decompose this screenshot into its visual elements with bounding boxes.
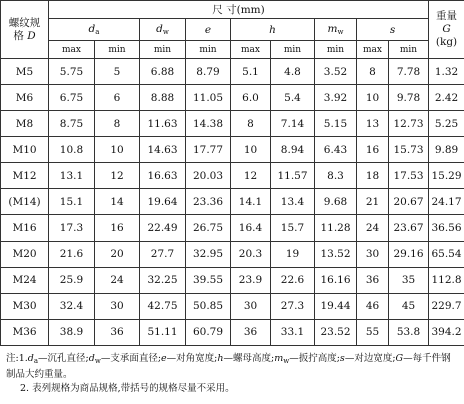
spec-cell: M10	[1, 137, 49, 163]
table-row	[1, 111, 464, 137]
value-cell: 35	[389, 267, 429, 293]
value-cell: 16.4	[231, 215, 271, 241]
value-cell: 12	[95, 163, 140, 189]
table-body	[1, 59, 464, 346]
h-min-label: min	[271, 41, 315, 59]
table-row	[1, 293, 464, 319]
value-cell: 6.0	[231, 85, 271, 111]
value-cell: 5.15	[315, 111, 357, 137]
value-cell: 229.7	[429, 293, 464, 319]
value-cell: 15.1	[49, 189, 95, 215]
value-cell: 13.52	[315, 241, 357, 267]
value-cell: 14	[95, 189, 140, 215]
value-cell: 15.29	[429, 163, 464, 189]
weight-symbol: G	[442, 23, 451, 35]
table-row	[1, 215, 464, 241]
value-cell: 12.73	[389, 111, 429, 137]
value-cell: 6.43	[315, 137, 357, 163]
value-cell: 53.8	[389, 319, 429, 345]
dimension-title: 尺 寸(mm)	[49, 1, 429, 19]
value-cell: 10	[95, 137, 140, 163]
value-cell: 112.8	[429, 267, 464, 293]
spec-cell: M30	[1, 293, 49, 319]
value-cell: 20.03	[186, 163, 231, 189]
value-cell: 29.16	[389, 241, 429, 267]
value-cell: 36	[357, 267, 389, 293]
value-cell: 7.14	[271, 111, 315, 137]
value-cell: 23.9	[231, 267, 271, 293]
value-cell: 36	[231, 319, 271, 345]
value-cell: 45	[389, 293, 429, 319]
value-cell: 19.64	[140, 189, 186, 215]
value-cell: 8	[95, 111, 140, 137]
value-cell: 55	[357, 319, 389, 345]
value-cell: 32.95	[186, 241, 231, 267]
weight-header	[429, 1, 464, 59]
col-s-header: s	[357, 19, 429, 41]
spec-cell: M36	[1, 319, 49, 345]
value-cell: 14.38	[186, 111, 231, 137]
value-cell: 6.88	[140, 59, 186, 85]
value-cell: 9.68	[315, 189, 357, 215]
spec-cell: M8	[1, 111, 49, 137]
value-cell: 20	[95, 241, 140, 267]
value-cell: 13	[357, 111, 389, 137]
notes	[6, 352, 458, 396]
value-cell: 18	[357, 163, 389, 189]
value-cell: 5.1	[231, 59, 271, 85]
value-cell: 9.78	[389, 85, 429, 111]
e-min-label: min	[186, 41, 231, 59]
value-cell: 21.6	[49, 241, 95, 267]
table-row	[1, 319, 464, 345]
table-row	[1, 163, 464, 189]
value-cell: 17.3	[49, 215, 95, 241]
value-cell: 23.67	[389, 215, 429, 241]
value-cell: 16.63	[140, 163, 186, 189]
value-cell: 8.79	[186, 59, 231, 85]
spec-header	[1, 1, 49, 59]
s-max-label: max	[357, 41, 389, 59]
value-cell: 36	[95, 319, 140, 345]
value-cell: 30	[357, 241, 389, 267]
value-cell: 8.94	[271, 137, 315, 163]
value-cell: 20.3	[231, 241, 271, 267]
da-min-label: min	[95, 41, 140, 59]
value-cell: 14.63	[140, 137, 186, 163]
note-1: 注$:1.d_a—$沉孔直径$;d_w—$支承面直径;e—对角宽度;h—螺母高度$;m_w—$扳拧高度;s—对边宽度;G—每千件钢制品大约重量。	[6, 353, 451, 380]
table-row	[1, 85, 464, 111]
value-cell: 25.9	[49, 267, 95, 293]
value-cell: 15.7	[271, 215, 315, 241]
value-cell: 6.75	[49, 85, 95, 111]
value-cell: 51.11	[140, 319, 186, 345]
col-h-header: h	[231, 19, 315, 41]
col-dw-header: $d_w$	[140, 19, 186, 41]
dw-min-label: min	[140, 41, 186, 59]
weight-unit: (kg)	[435, 36, 458, 48]
value-cell: 2.42	[429, 85, 464, 111]
spec-cell: M5	[1, 59, 49, 85]
value-cell: 13.1	[49, 163, 95, 189]
value-cell: 3.52	[315, 59, 357, 85]
table-row	[1, 267, 464, 293]
value-cell: 30	[231, 293, 271, 319]
value-cell: 11.28	[315, 215, 357, 241]
spec-label-line1: 螺纹规	[8, 16, 41, 29]
value-cell: 23.52	[315, 319, 357, 345]
value-cell: 16	[95, 215, 140, 241]
table-row	[1, 137, 464, 163]
value-cell: 21	[357, 189, 389, 215]
value-cell: 17.77	[186, 137, 231, 163]
spec-cell: M20	[1, 241, 49, 267]
value-cell: 27.3	[271, 293, 315, 319]
value-cell: 19	[271, 241, 315, 267]
h-max-label: max	[231, 41, 271, 59]
col-mw-header: $m_w$	[315, 19, 357, 41]
value-cell: 8	[357, 59, 389, 85]
col-da-header: $d_a$	[49, 19, 140, 41]
value-cell: 20.67	[389, 189, 429, 215]
note-2: 2. 表列规格为商品规格,带括号的规格尽量不采用。	[20, 383, 235, 394]
value-cell: 8.88	[140, 85, 186, 111]
value-cell: 4.8	[271, 59, 315, 85]
value-cell: 5.4	[271, 85, 315, 111]
s-min-label: min	[389, 41, 429, 59]
mw-min-label: min	[315, 41, 357, 59]
value-cell: 24	[357, 215, 389, 241]
spec-symbol: D	[27, 29, 36, 42]
value-cell: 1.32	[429, 59, 464, 85]
spec-cell: M24	[1, 267, 49, 293]
value-cell: 17.53	[389, 163, 429, 189]
value-cell: 394.2	[429, 319, 464, 345]
value-cell: 10	[357, 85, 389, 111]
value-cell: 65.54	[429, 241, 464, 267]
spec-cell: M12	[1, 163, 49, 189]
value-cell: 38.9	[49, 319, 95, 345]
value-cell: 7.78	[389, 59, 429, 85]
value-cell: 16.16	[315, 267, 357, 293]
value-cell: 9.89	[429, 137, 464, 163]
value-cell: 14.1	[231, 189, 271, 215]
value-cell: 33.1	[271, 319, 315, 345]
value-cell: 10.8	[49, 137, 95, 163]
value-cell: 32.4	[49, 293, 95, 319]
value-cell: 11.05	[186, 85, 231, 111]
value-cell: 46	[357, 293, 389, 319]
value-cell: 50.85	[186, 293, 231, 319]
table-row	[1, 189, 464, 215]
value-cell: 10	[231, 137, 271, 163]
value-cell: 8.3	[315, 163, 357, 189]
table-row	[1, 59, 464, 85]
da-max-label: max	[49, 41, 95, 59]
value-cell: 16	[357, 137, 389, 163]
spec-label-line2: 格	[13, 29, 24, 42]
col-e-header: e	[186, 19, 231, 41]
value-cell: 32.25	[140, 267, 186, 293]
value-cell: 24.17	[429, 189, 464, 215]
value-cell: 23.36	[186, 189, 231, 215]
value-cell: 5.75	[49, 59, 95, 85]
value-cell: 15.73	[389, 137, 429, 163]
value-cell: 11.57	[271, 163, 315, 189]
value-cell: 24	[95, 267, 140, 293]
value-cell: 27.7	[140, 241, 186, 267]
value-cell: 22.6	[271, 267, 315, 293]
weight-title: 重量	[436, 10, 458, 22]
value-cell: 8.75	[49, 111, 95, 137]
table-row	[1, 241, 464, 267]
value-cell: 11.63	[140, 111, 186, 137]
spec-cell: M16	[1, 215, 49, 241]
value-cell: 12	[231, 163, 271, 189]
spec-cell: M6	[1, 85, 49, 111]
value-cell: 26.75	[186, 215, 231, 241]
value-cell: 5.25	[429, 111, 464, 137]
value-cell: 30	[95, 293, 140, 319]
value-cell: 13.4	[271, 189, 315, 215]
spec-cell: (M14)	[1, 189, 49, 215]
value-cell: 42.75	[140, 293, 186, 319]
value-cell: 22.49	[140, 215, 186, 241]
value-cell: 3.92	[315, 85, 357, 111]
value-cell: 60.79	[186, 319, 231, 345]
value-cell: 36.56	[429, 215, 464, 241]
value-cell: 19.44	[315, 293, 357, 319]
value-cell: 39.55	[186, 267, 231, 293]
value-cell: 8	[231, 111, 271, 137]
value-cell: 6	[95, 85, 140, 111]
value-cell: 5	[95, 59, 140, 85]
